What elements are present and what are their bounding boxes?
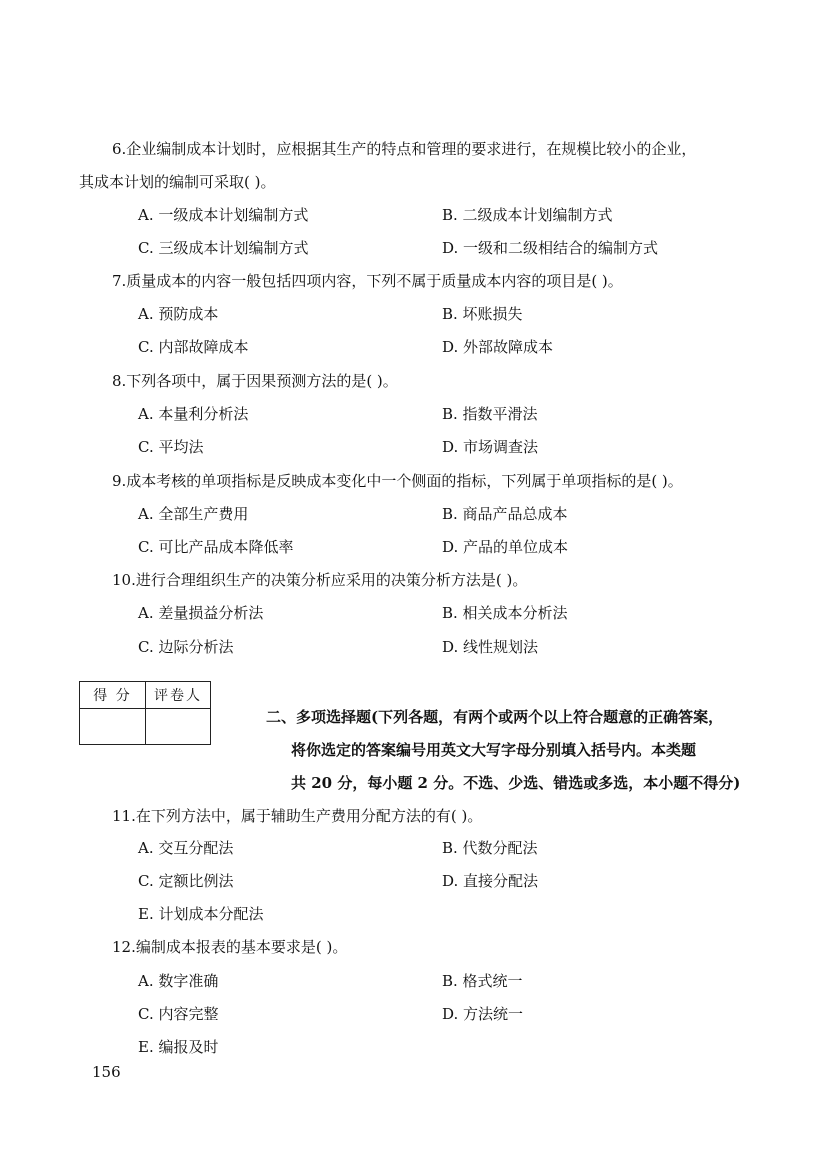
question-11-stem: 11.在下列方法中，属于辅助生产费用分配方法的有( )。 [112,807,483,825]
question-10-stem: 10.进行合理组织生产的决策分析应采用的决策分析方法是( )。 [112,571,528,589]
question-7-option-c: C. 内部故障成本 [138,338,249,356]
question-8-option-a: A. 本量利分析法 [138,405,249,423]
question-9-option-b: B. 商品产品总成本 [442,505,568,523]
question-7-option-d: D. 外部故障成本 [442,338,554,356]
question-7-stem: 7.质量成本的内容一般包括四项内容，下列不属于质量成本内容的项目是( )。 [112,272,623,290]
score-table [79,681,211,745]
section-2-title-line-3: 共 20 分，每小题 2 分。不选、少选、错选或多选，本小题不得分) [291,774,741,792]
question-9-stem: 9.成本考核的单项指标是反映成本变化中一个侧面的指标，下列属于单项指标的是( )。 [112,472,683,490]
question-12-option-d: D. 方法统一 [442,1005,524,1023]
question-8-option-d: D. 市场调查法 [442,438,539,456]
question-9-option-a: A. 全部生产费用 [138,505,249,523]
question-8-option-b: B. 指数平滑法 [442,405,538,423]
question-11-option-d: D. 直接分配法 [442,872,539,890]
score-cell [80,709,146,744]
score-header: 得 分 [80,682,146,709]
question-12-option-b: B. 格式统一 [442,972,523,990]
question-11-option-e: E. 计划成本分配法 [138,905,264,923]
question-11-option-b: B. 代数分配法 [442,839,538,857]
question-10-option-b: B. 相关成本分析法 [442,604,568,622]
grader-header: 评卷人 [146,682,210,709]
question-6-option-b: B. 二级成本计划编制方式 [442,206,613,224]
question-9-option-c: C. 可比产品成本降低率 [138,538,294,556]
question-6-option-d: D. 一级和二级相结合的编制方式 [442,239,659,257]
question-12-option-e: E. 编报及时 [138,1038,219,1056]
question-12-stem: 12.编制成本报表的基本要求是( )。 [112,938,348,956]
section-2-title-line-2: 将你选定的答案编号用英文大写字母分别填入括号内。本类题 [291,741,697,759]
question-6-option-a: A. 一级成本计划编制方式 [138,206,309,224]
question-12-option-a: A. 数字准确 [138,972,219,990]
question-9-option-d: D. 产品的单位成本 [442,538,569,556]
question-10-option-c: C. 边际分析法 [138,638,234,656]
question-7-option-a: A. 预防成本 [138,305,219,323]
question-12-option-c: C. 内容完整 [138,1005,219,1023]
question-6-stem: 6.企业编制成本计划时，应根据其生产的特点和管理的要求进行，在规模比较小的企业， [112,140,697,158]
question-11-option-a: A. 交互分配法 [138,839,234,857]
question-7-option-b: B. 坏账损失 [442,305,523,323]
question-10-option-d: D. 线性规划法 [442,638,539,656]
section-2-title-line-1: 二、多项选择题(下列各题，有两个或两个以上符合题意的正确答案， [266,708,724,726]
grader-cell [146,709,210,744]
question-6-option-c: C. 三级成本计划编制方式 [138,239,309,257]
question-8-option-c: C. 平均法 [138,438,204,456]
question-6-stem-cont: 其成本计划的编制可采取( )。 [79,173,276,191]
question-10-option-a: A. 差量损益分析法 [138,604,264,622]
question-11-option-c: C. 定额比例法 [138,872,234,890]
page-number: 156 [92,1063,121,1081]
question-8-stem: 8.下列各项中，属于因果预测方法的是( )。 [112,372,398,390]
